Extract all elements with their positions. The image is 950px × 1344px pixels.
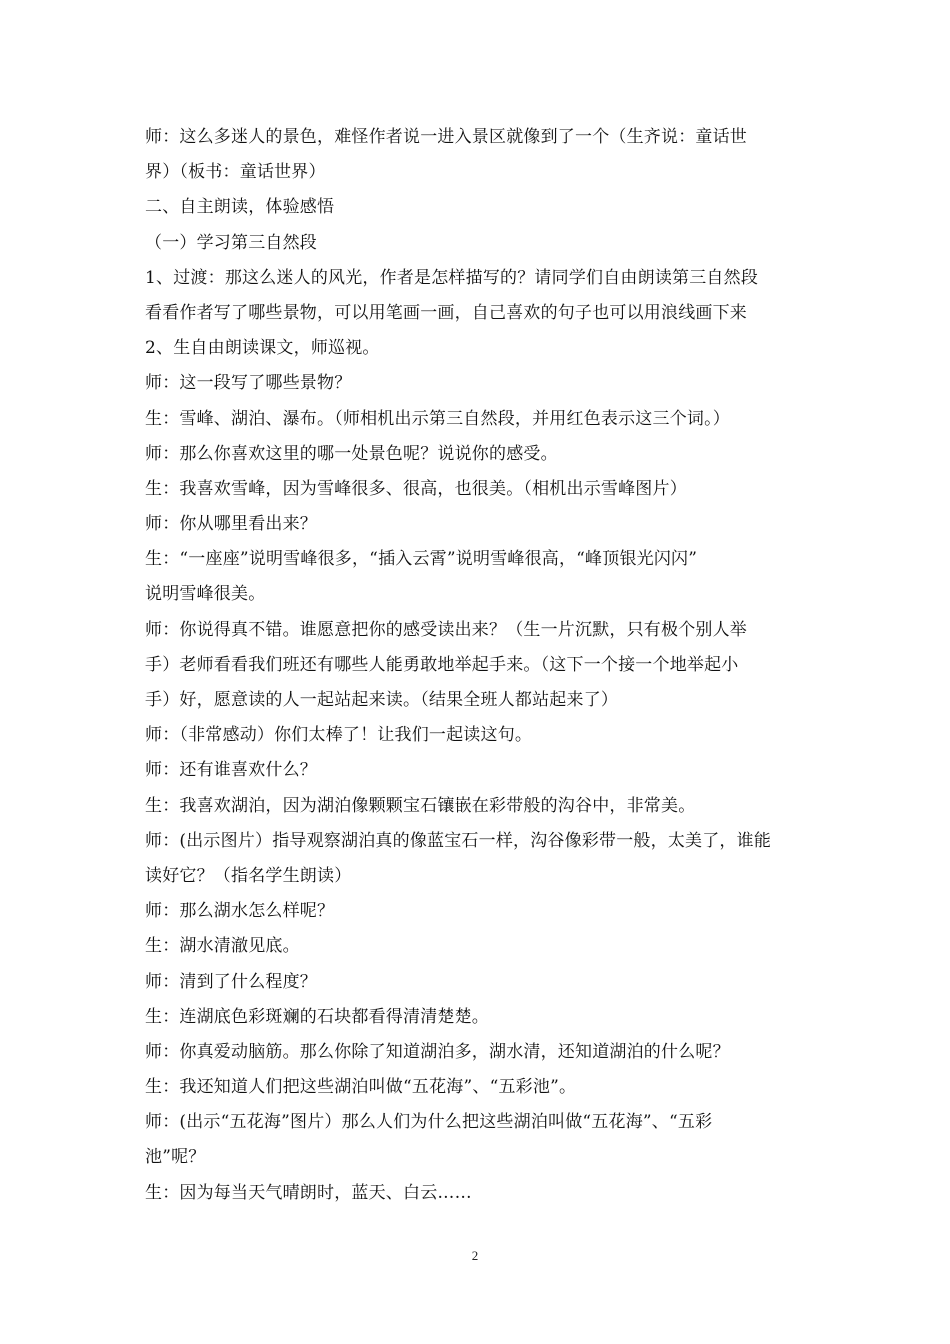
text-line: 生：连湖底色彩斑斓的石块都看得清清楚楚。 — [145, 1006, 489, 1027]
text-line: 师：你真爱动脑筋。那么你除了知道湖泊多，湖水清，还知道湖泊的什么呢？ — [145, 1041, 730, 1062]
text-line: 师：清到了什么程度？ — [145, 971, 317, 992]
text-line: 师：这一段写了哪些景物？ — [145, 373, 352, 394]
text-line: 师：那么湖水怎么样呢？ — [145, 901, 335, 922]
text-line: 师：（非常感动）你们太棒了！让我们一起读这句。 — [145, 725, 533, 746]
text-line: 生：雪峰、湖泊、瀑布。（师相机出示第三自然段，并用红色表示这三个词。） — [145, 408, 730, 429]
text-line: 读好它？（指名学生朗读） — [145, 865, 352, 886]
text-line: 师：那么你喜欢这里的哪一处景色呢？说说你的感受。 — [145, 443, 558, 464]
text-line: 生：“一座座”说明雪峰很多，“插入云霄”说明雪峰很高，“峰顶银光闪闪” — [145, 549, 698, 570]
document-body — [145, 120, 813, 1211]
text-line: 师：(出示“五花海”图片）那么人们为什么把这些湖泊叫做“五花海”、“五彩 — [145, 1112, 713, 1133]
text-line: 看看作者写了哪些景物，可以用笔画一画，自己喜欢的句子也可以用浪线画下来 — [145, 302, 747, 323]
text-line: 手）老师看看我们班还有哪些人能勇敢地举起手来。（这下一个接一个地举起小 — [145, 654, 739, 675]
text-line: 手）好，愿意读的人一起站起来读。（结果全班人都站起来了） — [145, 690, 619, 710]
text-line: 二、自主朗读，体验感悟 — [145, 197, 335, 218]
text-line: 师：这么多迷人的景色，难怪作者说一进入景区就像到了一个（生齐说：童话世 — [145, 127, 747, 147]
text-line: 师：(出示图片）指导观察湖泊真的像蓝宝石一样，沟谷像彩带一般，太美了，谁能 — [145, 830, 772, 851]
text-line: 生：我喜欢雪峰，因为雪峰很多、很高，也很美。（相机出示雪峰图片） — [145, 478, 687, 499]
text-line: 说明雪峰很美。 — [145, 584, 266, 605]
text-line: 生：因为每当天气晴朗时，蓝天、白云…… — [145, 1182, 472, 1203]
text-line: 生：我还知道人们把这些湖泊叫做“五花海”、“五彩池”。 — [145, 1077, 577, 1098]
text-line: 师：还有谁喜欢什么？ — [145, 760, 317, 781]
text-line: 池”呢？ — [145, 1147, 206, 1168]
text-line: 界）（板书：童话世界） — [145, 162, 326, 183]
text-line: 1、过渡：那这么迷人的风光，作者是怎样描写的？请同学们自由朗读第三自然段 — [145, 267, 759, 288]
text-line: 生：我喜欢湖泊，因为湖泊像颗颗宝石镶嵌在彩带般的沟谷中，非常美。 — [145, 795, 696, 816]
page-number: 2 — [471, 1248, 479, 1263]
text-line: 生：湖水清澈见底。 — [145, 936, 300, 957]
text-line: 师：你说得真不错。谁愿意把你的感受读出来？（生一片沉默，只有极个别人举 — [145, 619, 747, 640]
text-line: 2、生自由朗读课文，师巡视。 — [145, 338, 380, 359]
text-line: （一）学习第三自然段 — [145, 232, 317, 253]
text-line: 师：你从哪里看出来？ — [145, 514, 317, 535]
